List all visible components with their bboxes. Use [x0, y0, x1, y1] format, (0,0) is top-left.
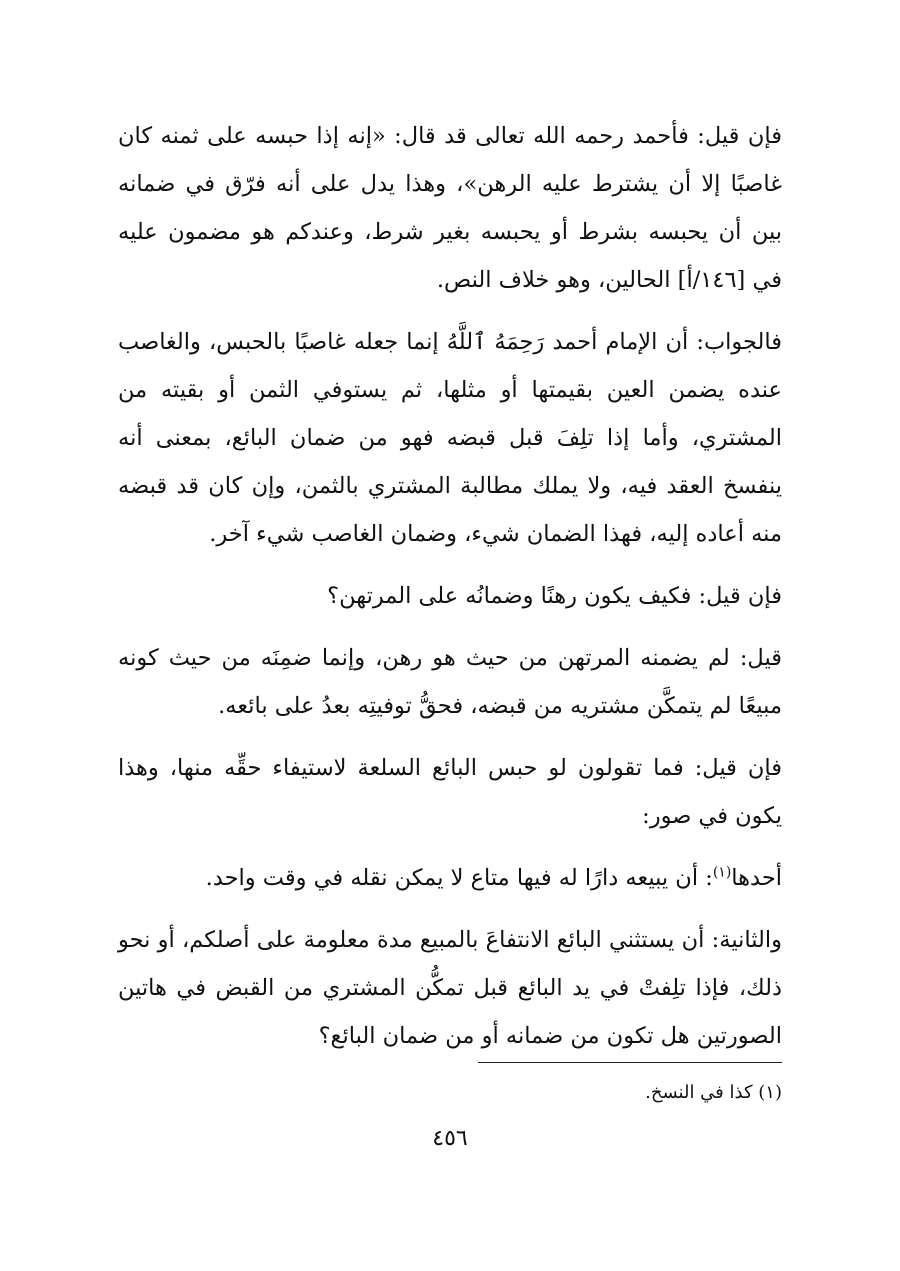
- paragraph-answer: فالجواب: أن الإمام أحمد رَحِمَهُ ٱللَّهُ إنما جعله غاصبًا بالحبس، والغاصب عنده يضمن العين بقيمتها أو مثلها، ثم يستوفي الثمن أو بقيته من المشتري، وأما إذا تلِفَ قبل قبضه فهو من ضمان البائع، بمعنى أنه ينفسخ العقد فيه، ولا يملك مطالبة المشتري بالثمن، وإن كان قد قبضه منه أعاده إليه، فهذا الضمان شيء، وضمان الغاصب شيء آخر.: [118, 329, 782, 547]
- first-case-lead: أحدها: [731, 865, 782, 891]
- footnote-divider: [478, 1062, 782, 1063]
- footnote: [645, 1078, 782, 1108]
- paragraph-objection-ahmad: فإن قيل: فأحمد رحمه الله تعالى قد قال: «إنه إذا حبسه على ثمنه كان غاصبًا إلا أن يشترط عليه الرهن»، وهذا يدل على أنه فرّق في ضمانه بين أن يحبسه بشرط أو يحبسه بغير شرط، وعندكم هو مضمون عليه في [١٤٦/أ] الحالين، وهو خلاف النص.: [118, 123, 782, 293]
- first-case-text: : أن يبيعه دارًا له فيها متاع لا يمكن نقله في وقت واحد.: [205, 865, 713, 891]
- paragraph-first-case: [118, 854, 782, 902]
- paragraph-objection-habs: فإن قيل: فما تقولون لو حبس البائع السلعة لاستيفاء حقِّه منها، وهذا يكون في صور:: [118, 755, 782, 829]
- footnote-number: (١): [758, 1082, 782, 1103]
- page-number: ٤٥٦: [432, 1126, 468, 1151]
- paragraph-second-case: والثانية: أن يستثني البائع الانتفاعَ بالمبيع مدة معلومة على أصلكم، أو نحو ذلك، فإذا تلِفتْ في يد البائع قبل تمكُّن المشتري من القبض في هاتين الصورتين هل تكون من ضمانه أو من ضمان البائع؟: [118, 927, 782, 1049]
- footnote-text: كذا في النسخ.: [645, 1082, 753, 1103]
- paragraph-reply: قيل: لم يضمنه المرتهن من حيث هو رهن، وإنما ضمِنَه من حيث كونه مبيعًا لم يتمكَّن مشتريه من قبضه، فحقُّ توفيتِه بعدُ على بائعه.: [118, 645, 782, 719]
- page-body: [118, 112, 782, 1074]
- footnote-marker: (١): [712, 864, 732, 881]
- paragraph-objection-rahn: فإن قيل: فكيف يكون رهنًا وضمانُه على المرتهن؟: [327, 583, 782, 609]
